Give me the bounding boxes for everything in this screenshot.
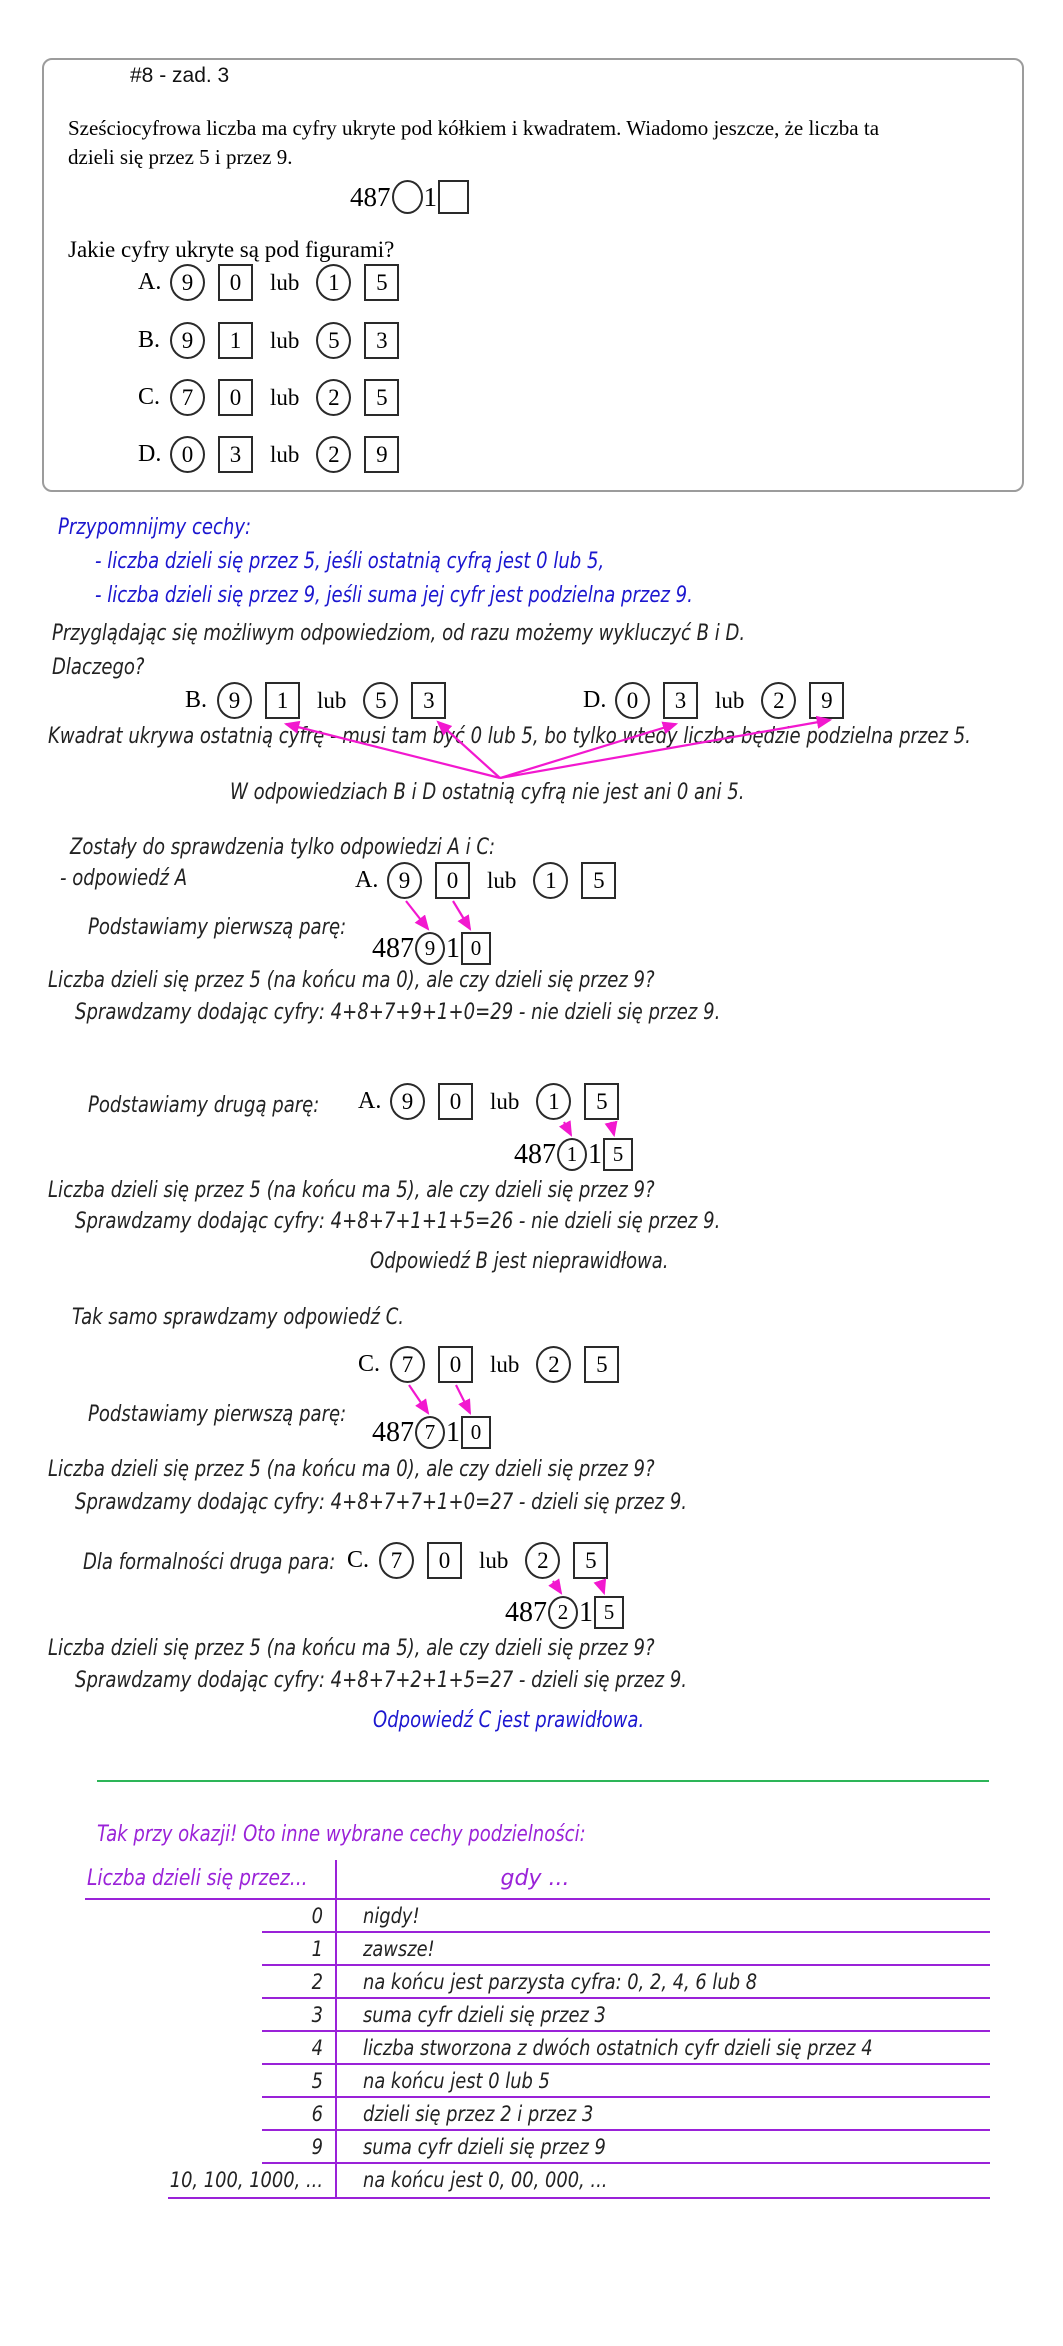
option-letter: B. (185, 687, 208, 713)
square-digit: 5 (584, 1346, 619, 1383)
arrow-c2-square (600, 1581, 604, 1593)
option-letter: C. (358, 1351, 381, 1377)
table-row (85, 1933, 990, 1966)
option-letter: A. (358, 1088, 382, 1114)
hidden-digit-circle (392, 180, 423, 214)
square-digit: 5 (573, 1542, 608, 1579)
substituted-number-c1 (372, 1416, 492, 1449)
circle-digit: 1 (316, 264, 351, 301)
check-a1-div5: Liczba dzieli się przez 5 (na końcu ma 0), ale czy dzieli się przez 9? (48, 968, 655, 993)
option-row-b (138, 322, 399, 359)
option-row-d-repeat (583, 682, 844, 719)
remaining-options: Zostały do sprawdzenia tylko odpowiedzi A i C: (70, 835, 496, 860)
or-word: lub (270, 441, 300, 467)
circle-digit: 2 (548, 1596, 578, 1629)
check-a1-sum: Sprawdzamy dodając cyfry: 4+8+7+9+1+0=29 - nie dzieli się przez 9. (75, 1000, 721, 1025)
square-digit: 1 (218, 322, 253, 359)
rule-cell: nigdy! (363, 1904, 420, 1928)
circle-digit: 9 (390, 1083, 425, 1120)
option-row-b-repeat (185, 682, 446, 719)
check-c1-div5: Liczba dzieli się przez 5 (na końcu ma 0), ale czy dzieli się przez 9? (48, 1457, 655, 1482)
square-digit: 5 (584, 1083, 619, 1120)
number-prefix: 487 (505, 1596, 547, 1628)
square-digit: 3 (663, 682, 698, 719)
square-rule-explanation: Kwadrat ukrywa ostatnią cyfrę - musi tam być 0 lub 5, bo tylko wtedy liczba będzie podzielna przez 5. (48, 724, 971, 749)
option-letter: D. (138, 441, 162, 467)
circle-digit: 2 (536, 1346, 571, 1383)
circle-digit: 9 (387, 862, 422, 899)
square-digit: 3 (364, 322, 399, 359)
arrow-a2-square (611, 1122, 614, 1135)
arrow-c1-circle (409, 1385, 428, 1413)
check-a2-div5: Liczba dzieli się przez 5 (na końcu ma 5), ale czy dzieli się przez 9? (48, 1178, 655, 1203)
or-word: lub (490, 1351, 520, 1377)
answer-b-wrong: Odpowiedź B jest nieprawidłowa. (370, 1249, 669, 1274)
divisor-cell: 5 (311, 2069, 323, 2093)
answer-c-correct: Odpowiedź C jest prawidłowa. (373, 1708, 645, 1733)
number-middle: 1 (588, 1138, 602, 1170)
square-digit: 0 (427, 1542, 462, 1579)
square-digit: 3 (218, 436, 253, 473)
problem-statement-line2: dzieli się przez 5 i przez 9. (68, 145, 293, 169)
square-digit: 0 (461, 932, 491, 965)
task-title: #8 - zad. 3 (130, 64, 230, 87)
circle-digit: 5 (363, 682, 398, 719)
section-divider (97, 1780, 989, 1782)
option-letter: A. (138, 269, 162, 295)
divisor-cell: 0 (311, 1904, 323, 1928)
divisor-cell: 9 (311, 2135, 323, 2159)
rule-cell: na końcu jest parzysta cyfra: 0, 2, 4, 6 lub 8 (363, 1970, 758, 1994)
rule-divisible-by-5: - liczba dzieli się przez 5, jeśli ostatnią cyfrą jest 0 lub 5, (95, 549, 605, 574)
square-digit: 0 (435, 862, 470, 899)
rule-cell: liczba stworzona z dwóch ostatnich cyfr dzieli się przez 4 (363, 2036, 873, 2060)
number-prefix: 487 (514, 1138, 556, 1170)
option-row-a-repeat-1 (355, 862, 616, 899)
circle-digit: 1 (533, 862, 568, 899)
table-row (85, 2164, 990, 2197)
option-row-a (138, 264, 399, 301)
circle-digit: 5 (316, 322, 351, 359)
table-row (85, 2032, 990, 2065)
divisor-cell: 1 (311, 1937, 323, 1961)
option-row-c-repeat-2 (347, 1542, 608, 1579)
rule-cell: suma cyfr dzieli się przez 9 (363, 2135, 606, 2159)
substituted-number-a1 (372, 932, 492, 965)
or-word: lub (490, 1088, 520, 1114)
rule-cell: dzieli się przez 2 i przez 3 (363, 2102, 594, 2126)
table-row (85, 1966, 990, 1999)
or-word: lub (715, 687, 745, 713)
problem-statement-line1: Sześciocyfrowa liczba ma cyfry ukryte pod kółkiem i kwadratem. Wiadomo jeszcze, że liczba ta (68, 116, 880, 140)
first-pair-label-c: Podstawiamy pierwszą parę: (88, 1402, 347, 1427)
arrow-a1-square (453, 901, 470, 929)
option-letter: B. (138, 327, 161, 353)
check-c2-sum: Sprawdzamy dodając cyfry: 4+8+7+2+1+5=27 - dzieli się przez 9. (75, 1668, 688, 1693)
substituted-number-c2 (505, 1596, 625, 1629)
question-text: Jakie cyfry ukryte są pod figurami? (68, 237, 395, 262)
or-word: lub (487, 867, 517, 893)
square-digit: 0 (461, 1416, 491, 1449)
rule-divisible-by-9: - liczba dzieli się przez 9, jeśli suma jej cyfr jest podzielna przez 9. (95, 583, 693, 608)
circle-digit: 9 (415, 932, 445, 965)
square-digit: 0 (218, 264, 253, 301)
number-middle: 1 (579, 1596, 593, 1628)
table-header-divisor: Liczba dzieli się przez... (87, 1866, 308, 1891)
number-middle: 1 (446, 1416, 460, 1448)
circle-digit: 0 (615, 682, 650, 719)
or-word: lub (317, 687, 347, 713)
table-row (85, 2065, 990, 2098)
divisor-cell: 6 (311, 2102, 323, 2126)
divisor-cell: 2 (311, 1970, 323, 1994)
option-letter: A. (355, 867, 379, 893)
table-row (85, 2131, 990, 2164)
arrow-a1-circle (406, 901, 428, 929)
arrow-c2-circle (553, 1581, 561, 1593)
table-row (85, 1900, 990, 1933)
circle-digit: 9 (170, 322, 205, 359)
divisor-cell: 4 (311, 2036, 323, 2060)
option-row-a-repeat-2 (358, 1083, 619, 1120)
square-digit: 3 (411, 682, 446, 719)
divisibility-table (85, 1860, 990, 2198)
square-digit: 5 (364, 379, 399, 416)
circle-digit: 7 (415, 1416, 445, 1449)
square-digit: 0 (438, 1346, 473, 1383)
number-prefix: 487 (350, 181, 391, 212)
circle-digit: 2 (525, 1542, 560, 1579)
option-letter: D. (583, 687, 607, 713)
circle-digit: 7 (390, 1346, 425, 1383)
why-question: Dlaczego? (52, 655, 145, 680)
or-word: lub (270, 384, 300, 410)
square-digit: 1 (265, 682, 300, 719)
rule-cell: na końcu jest 0, 00, 000, ... (363, 2168, 608, 2192)
table-bottom-line (168, 2197, 990, 2199)
number-prefix: 487 (372, 1416, 414, 1448)
divisor-cell: 10, 100, 1000, ... (169, 2168, 323, 2192)
divisor-cell: 3 (311, 2003, 323, 2027)
circle-digit: 9 (170, 264, 205, 301)
table-row (85, 1999, 990, 2032)
check-c1-sum: Sprawdzamy dodając cyfry: 4+8+7+7+1+0=27 - dzieli się przez 9. (75, 1490, 688, 1515)
number-middle: 1 (423, 181, 437, 212)
circle-digit: 7 (170, 379, 205, 416)
number-prefix: 487 (372, 932, 414, 964)
arrow-a2-circle (564, 1122, 571, 1135)
circle-digit: 0 (170, 436, 205, 473)
or-word: lub (270, 327, 300, 353)
first-pair-label: Podstawiamy pierwszą parę: (88, 915, 347, 940)
table-intro: Tak przy okazji! Oto inne wybrane cechy podzielności: (97, 1822, 586, 1847)
square-digit: 0 (218, 379, 253, 416)
bd-conclusion: W odpowiedziach B i D ostatnią cyfrą nie jest ani 0 ani 5. (230, 780, 745, 805)
or-word: lub (479, 1547, 509, 1573)
rule-cell: suma cyfr dzieli się przez 3 (363, 2003, 606, 2027)
arrow-c1-square (456, 1385, 470, 1413)
square-digit: 5 (603, 1138, 633, 1171)
rule-cell: zawsze! (363, 1937, 435, 1961)
option-row-c (138, 379, 399, 416)
second-pair-label: Podstawiamy drugą parę: (88, 1093, 320, 1118)
check-c-intro: Tak samo sprawdzamy odpowiedź C. (72, 1305, 405, 1330)
square-digit: 5 (364, 264, 399, 301)
circle-digit: 7 (379, 1542, 414, 1579)
circle-digit: 1 (536, 1083, 571, 1120)
rule-cell: na końcu jest 0 lub 5 (363, 2069, 550, 2093)
square-digit: 5 (581, 862, 616, 899)
check-a2-sum: Sprawdzamy dodając cyfry: 4+8+7+1+1+5=26 - nie dzieli się przez 9. (75, 1209, 721, 1234)
formality-label: Dla formalności druga para: (83, 1550, 336, 1575)
table-header-condition: gdy ... (500, 1866, 570, 1891)
substituted-number-a2 (514, 1138, 634, 1171)
square-digit: 9 (809, 682, 844, 719)
option-letter: C. (347, 1547, 370, 1573)
or-word: lub (270, 269, 300, 295)
recall-heading: Przypomnijmy cechy: (58, 515, 252, 540)
circle-digit: 1 (557, 1138, 587, 1171)
option-row-c-repeat-1 (358, 1346, 619, 1383)
square-digit: 5 (594, 1596, 624, 1629)
circle-digit: 2 (761, 682, 796, 719)
circle-digit: 9 (217, 682, 252, 719)
option-row-d (138, 436, 399, 473)
answer-a-label: - odpowiedź A (60, 866, 188, 891)
exclude-intro: Przyglądając się możliwym odpowiedziom, od razu możemy wykluczyć B i D. (52, 621, 746, 646)
circle-digit: 2 (316, 379, 351, 416)
masked-number-display (350, 180, 470, 214)
square-digit: 9 (364, 436, 399, 473)
table-row (85, 2098, 990, 2131)
hidden-digit-square (438, 180, 469, 214)
number-middle: 1 (446, 932, 460, 964)
square-digit: 0 (438, 1083, 473, 1120)
circle-digit: 2 (316, 436, 351, 473)
option-letter: C. (138, 384, 161, 410)
check-c2-div5: Liczba dzieli się przez 5 (na końcu ma 5), ale czy dzieli się przez 9? (48, 1636, 655, 1661)
